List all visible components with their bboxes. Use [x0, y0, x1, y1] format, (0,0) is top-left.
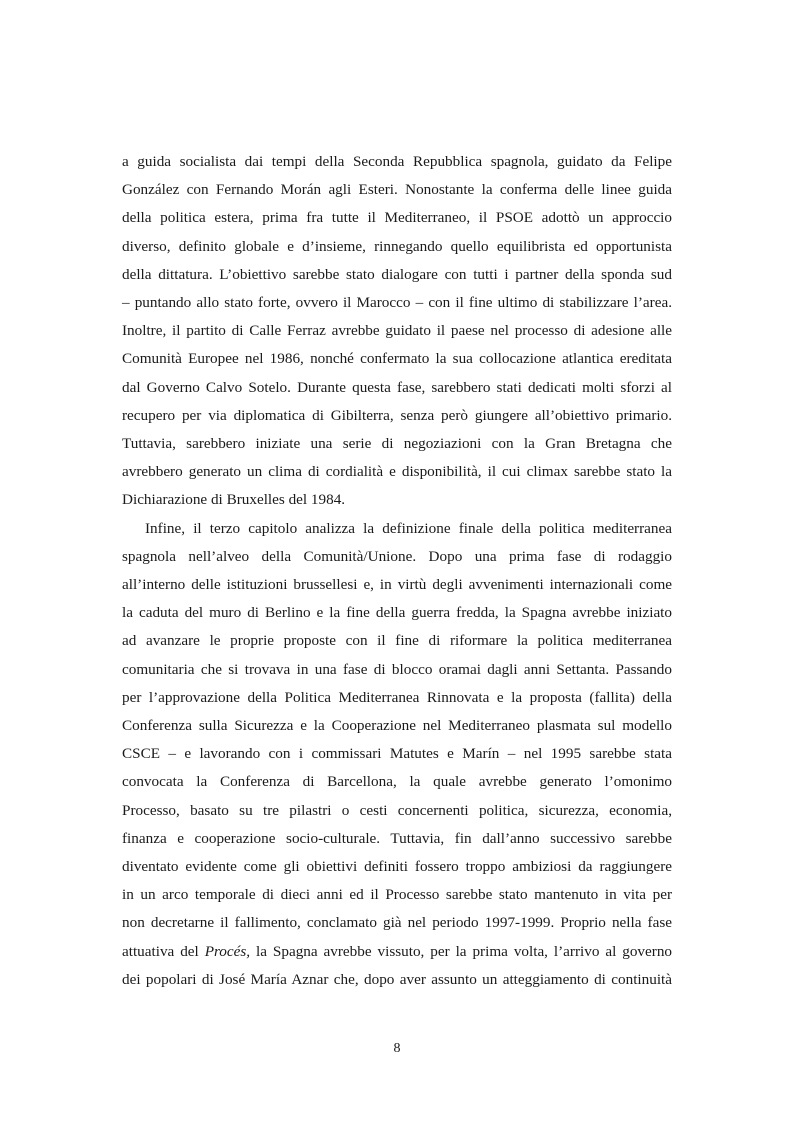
- text-line: a guida socialista dai tempi della Seconda Repubblica spagnola, guidato da Felipe: [122, 153, 672, 170]
- text-line: all’interno delle istituzioni brussellesi e, in virtù degli avvenimenti internazionali come: [122, 576, 672, 594]
- text-line: Processo, basato su tre pilastri o cesti concernenti politica, sicurezza, economia,: [122, 801, 672, 819]
- text-line: Conferenza sulla Sicurezza e la Cooperazione nel Mediterraneo plasmata sul modello: [122, 717, 672, 735]
- text-line: CSCE – e lavorando con i commissari Matutes e Marín – nel 1995 sarebbe stata: [122, 745, 672, 763]
- body-text: [122, 148, 672, 994]
- text-line: Tuttavia, sarebbero iniziate una serie di negoziazioni con la Gran Bretagna che: [122, 435, 672, 453]
- text-line: Infine, il terzo capitolo analizza la definizione finale della politica mediterranea: [145, 519, 672, 537]
- text-line: dal Governo Calvo Sotelo. Durante questa fase, sarebbero stati dedicati molti sforzi al: [122, 378, 672, 396]
- text-line: comunitaria che si trovava in una fase di blocco oramai dagli anni Settanta. Passando: [122, 660, 672, 678]
- italic-term: Procés,: [204, 942, 251, 960]
- text-segment: la Spagna avrebbe vissuto, per la prima volta, l’arrivo al governo: [250, 942, 673, 960]
- text-line: non decretarne il fallimento, conclamato già nel periodo 1997-1999. Proprio nella fase: [122, 914, 672, 932]
- text-line: spagnola nell’alveo della Comunità/Unione. Dopo una prima fase di rodaggio: [122, 547, 672, 565]
- text-line: Dichiarazione di Bruxelles del 1984.: [122, 491, 346, 509]
- text-line: in un arco temporale di dieci anni ed il Processo sarebbe stato mantenuto in vita per: [122, 886, 672, 904]
- paragraph-2: [122, 515, 672, 994]
- text-line: – puntando allo stato forte, ovvero il Marocco – con il fine ultimo di stabilizzare l’area.: [122, 294, 672, 312]
- text-line: la caduta del muro di Berlino e la fine della guerra fredda, la Spagna avrebbe iniziato: [122, 604, 672, 622]
- text-segment: attuativa del: [122, 942, 205, 960]
- text-line: dei popolari di José María Aznar che, dopo aver assunto un atteggiamento di continuità: [122, 970, 672, 988]
- text-line: Comunità Europee nel 1986, nonché confermato la sua collocazione atlantica ereditata: [122, 350, 672, 368]
- text-line: ad avanzare le proprie proposte con il fine di riformare la politica mediterranea: [122, 632, 672, 650]
- text-line: diverso, definito globale e d’insieme, rinnegando quello equilibrista ed opportunista: [122, 237, 672, 255]
- text-line: convocata la Conferenza di Barcellona, la quale avrebbe generato l’omonimo: [122, 773, 672, 791]
- page-number: 8: [393, 1041, 401, 1056]
- text-line: recupero per via diplomatica di Gibilterra, senza però giungere all’obiettivo primario.: [122, 406, 672, 424]
- text-line: Inoltre, il partito di Calle Ferraz avrebbe guidato il paese nel processo di adesione alle: [122, 322, 672, 340]
- paragraph-1: [122, 148, 672, 515]
- text-line: diventato evidente come gli obiettivi definiti fossero troppo ambiziosi da raggiungere: [122, 858, 672, 876]
- text-line: della dittatura. L’obiettivo sarebbe stato dialogare con tutti i partner della sponda sud: [122, 265, 672, 283]
- text-line: per l’approvazione della Politica Mediterranea Rinnovata e la proposta (fallita) della: [122, 688, 672, 706]
- text-line-with-italic: [122, 938, 672, 966]
- text-line: finanza e cooperazione socio-culturale. Tuttavia, fin dall’anno successivo sarebbe: [122, 829, 672, 847]
- text-line: González con Fernando Morán agli Esteri. Nonostante la conferma delle linee guida: [122, 181, 672, 199]
- text-line: avrebbero generato un clima di cordialità e disponibilità, il cui climax sarebbe stato la: [122, 463, 672, 481]
- text-line: della politica estera, prima fra tutte il Mediterraneo, il PSOE adottò un approccio: [122, 209, 672, 227]
